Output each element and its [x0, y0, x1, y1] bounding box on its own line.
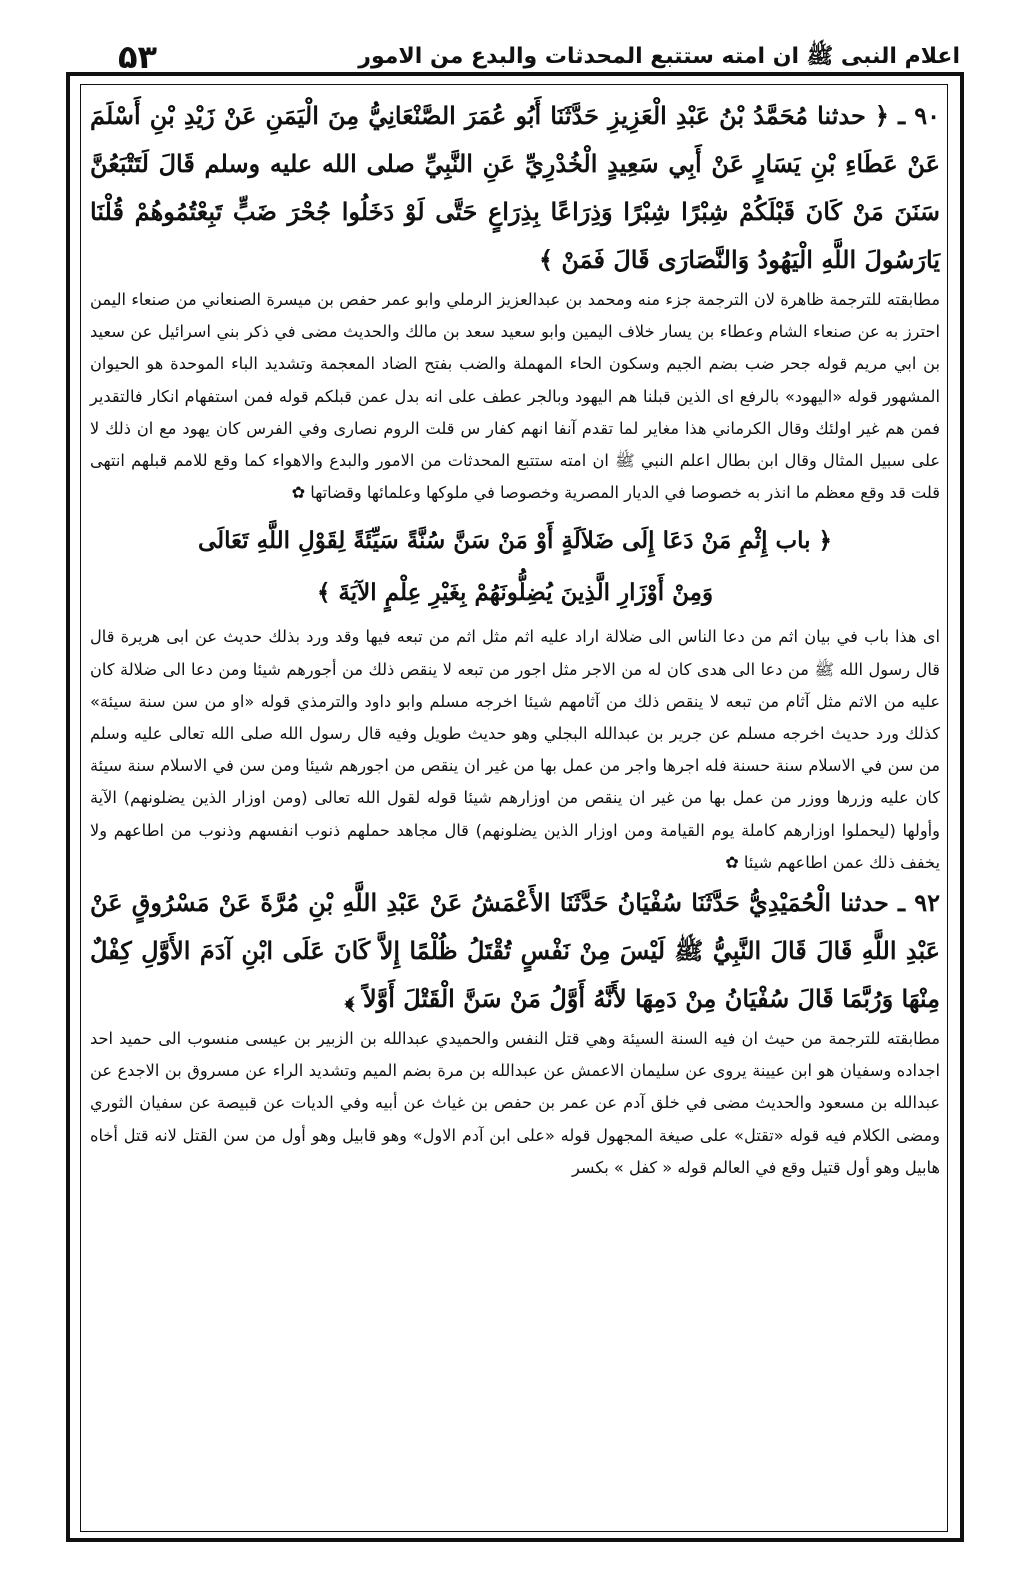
page-number: ۵۳ — [118, 38, 158, 76]
hadith-90: ٩٠ ـ ﴿ حدثنا مُحَمَّدُ بْنُ عَبْدِ الْعَزِيزِ حَدَّثَنَا أَبُو عُمَرَ الصَّنْعَانِيُّ مِنَ الْيَمَنِ عَنْ زَيْدِ بْنِ أَسْلَمَ عَنْ عَطَاءِ بْنِ يَسَارٍ عَنْ أَبِي سَعِيدٍ الْخُدْرِيِّ عَنِ النَّبِيِّ صلى الله عليه وسلم قَالَ لَتَتْبَعُنَّ سَنَنَ مَنْ كَانَ قَبْلَكُمْ شِبْرًا شِبْرًا وَذِرَاعًا بِذِرَاعٍ حَتَّى لَوْ دَخَلُوا جُحْرَ ضَبٍّ تَبِعْتُمُوهُمْ قُلْنَا يَارَسُولَ اللَّهِ الْيَهُودُ وَالنَّصَارَى قَالَ فَمَنْ ﴾ — [90, 101, 940, 274]
commentary-92: مطابقته للترجمة من حيث ان فيه السنة السيئة وهي قتل النفس والحميدي عبدالله بن الزبير بن عيسى منسوب الى حميد احد اجداده وسفيان هو ابن عيينة يروى عن سليمان الاعمش عن عبدالله بن مرة بضم الميم وتشديد الراء عن مسروق بن الاجدع عن عبدالله بن مسعود والحديث مضى في خلق آدم عن عمر بن حفص بن غياث عن أبيه وفي الديات عن قبيصة عن سفيان الثوري ومضى الكلام فيه قوله «تقتل» على صيغة المجهول قوله «على ابن آدم الاول» وهو قابيل وهو أول من سن القتل لانه قتل أخاه هابيل وهو أول قتيل وقع في العالم قوله « كفل » بكسر — [90, 1029, 940, 1177]
chapter-heading-line-2: وَمِنْ أَوْزَارِ الَّذِينَ يُضِلُّونَهُمْ بِغَيْرِ عِلْمٍ الآيَةَ ﴾ — [316, 579, 714, 607]
commentary-90: مطابقته للترجمة ظاهرة لان الترجمة جزء منه ومحمد بن عبدالعزيز الرملي وابو عمر حفص بن ميسرة الصنعاني من صنعاء اليمن احترز به عن صنعاء الشام وعطاء بن يسار خلاف اليمين وابو سعيد سعد بن مالك والحديث مضى في ذكر بني اسرائيل عن سعيد بن ابي مريم قوله جحر ضب بضم الجيم وسكون الحاء المهملة والضب بفتح الضاد المعجمة وتشديد الباء الموحدة هو الحيوان المشهور قوله «اليهود» بالرفع اى الذين قبلنا هم اليهود وبالجر عطف على انه بدل عمن قبلكم قوله فمن استفهام انكار فالتقدير فمن هم غير اولئك وقال الكرماني هذا مغاير لما تقدم آنفا انهم كفار س قلت الروم نصارى وفي الفرس كان يهود مع ان ذلك لا على سبيل المثال وقال ابن بطال اعلم النبي ﷺ ان امته ستتبع المحدثات من الامور والبدع والاهواء كما وقع للامم قبلهم انتهى قلت قد وقع معظم ما انذر به خصوصا في الديار المصرية وخصوصا في ملوكها وعلمائها وقضاتها ✿ — [90, 290, 940, 503]
chapter-heading-line-1: ﴿ باب إِثْمِ مَنْ دَعَا إِلَى ضَلاَلَةٍ أَوْ مَنْ سَنَّ سُنَّةً سَيِّئَةً لِقَوْلِ اللَّهِ تَعَالَى — [197, 527, 833, 555]
commentary-chapter: اى هذا باب في بيان اثم من دعا الناس الى ضلالة اراد عليه اثم مثل اثم من تبعه فيها وقد ورد بذلك حديث عن ابى هريرة قال قال رسول الله ﷺ من دعا الى هدى كان له من الاجر مثل اجور من تبعه لا ينقص ذلك من أجورهم شيئا ومن دعا الى ضلالة كان عليه من الاثم مثل آثام من تبعه لا ينقص ذلك من آثامهم شيئا اخرجه مسلم وابو داود والترمذي قوله «او من سن سنة سيئة» كذلك ورد حديث اخرجه مسلم عن جرير بن عبدالله البجلي وهو حديث طويل وفيه قال رسول الله صلى الله تعالى عليه وسلم من سن في الاسلام سنة حسنة فله اجرها واجر من عمل بها من غير ان ينقص من اجورهم شيئا ومن سن في الاسلام سنة سيئة كان عليه وزرها ووزر من عمل بها من غير ان ينقص من اوزارهم شيئا قوله لقول الله تعالى (ومن اوزار الذين يضلونهم) الآية وأولها (ليحملوا اوزارهم كاملة يوم القيامة ومن اوزار الذين يضلونهم) قال مجاهد حملهم ذنوب انفسهم وذنوب من اطاعهم ولا يخفف ذلك عمن اطاعهم شيئا ✿ — [90, 627, 940, 872]
hadith-92: ٩٢ ـ حدثنا الْحُمَيْدِيُّ حَدَّثَنَا سُفْيَانُ حَدَّثَنَا الأَعْمَشُ عَنْ عَبْدِ اللَّهِ بْنِ مُرَّةَ عَنْ مَسْرُوقٍ عَنْ عَبْدِ اللَّهِ قَالَ قَالَ النَّبِيُّ ﷺ لَيْسَ مِنْ نَفْسٍ تُقْتَلُ ظُلْمًا إِلاَّ كَانَ عَلَى ابْنِ آدَمَ الأَوَّلِ كِفْلٌ مِنْهَا وَرُبَّمَا قَالَ سُفْيَانُ مِنْ دَمِهَا لأَنَّهُ أَوَّلُ مَنْ سَنَّ الْقَتْلَ أَوَّلاً ﴾ — [90, 888, 941, 1014]
chapter-heading — [90, 515, 940, 619]
page-content — [90, 92, 940, 1184]
header-title: اعلام النبی ﷺ ان امته ستتبع المحدثات والبدع من الامور — [358, 44, 960, 69]
